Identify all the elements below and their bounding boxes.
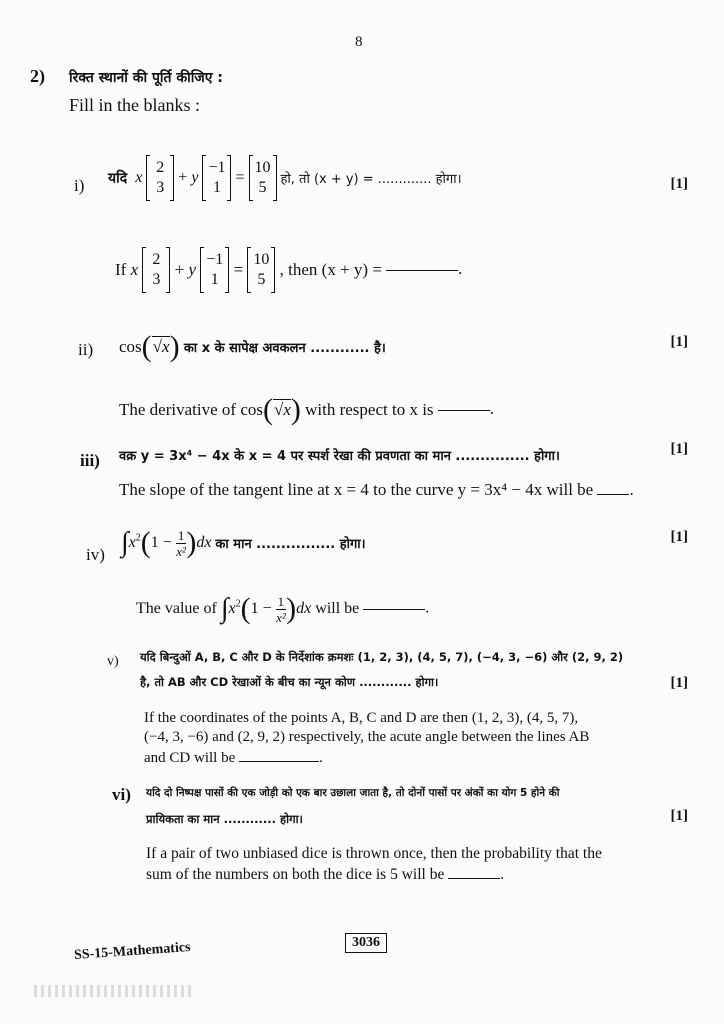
item-i-hindi: यदि x 2 3 + y −1 1 = 10 5 हो, तो (x + y) = ............. होगा। <box>108 156 462 200</box>
item-v-blank <box>239 760 319 762</box>
item-i-english-prefix: If <box>115 260 127 279</box>
item-v-english-line1: If the coordinates of the points A, B, C and D are then (1, 2, 3), (4, 5, 7), <box>144 710 579 726</box>
item-iii-label: iii) <box>80 451 100 470</box>
item-iv-mark: [1] <box>670 529 688 545</box>
question-title-english: Fill in the blanks : <box>69 95 201 115</box>
item-ii-hindi: cos(√x) का x के सापेक्ष अवकलन ............ है। <box>119 330 386 363</box>
item-iii-english: The slope of the tangent line at x = 4 to the curve y = 3x⁴ − 4x will be . <box>119 480 634 499</box>
item-v-english-line3: and CD will be . <box>144 750 323 766</box>
question-number: 2) <box>30 66 45 86</box>
item-vi-hindi-line2: प्रायिकता का मान ............ होगा। <box>146 812 303 826</box>
item-vi-english-line2: sum of the numbers on both the dice is 5 will be . <box>146 866 505 883</box>
item-i-blank <box>386 269 458 271</box>
item-iv-blank <box>363 608 425 610</box>
item-vi-english-line1: If a pair of two unbiased dice is thrown once, then the probability that the <box>146 845 602 862</box>
item-vi-mark: [1] <box>670 808 688 824</box>
item-i-mark: [1] <box>670 176 688 192</box>
vector-b-en: −1 1 <box>200 248 229 292</box>
item-v-hindi-line1: यदि बिन्दुओं A, B, C और D के निर्देशांक क्रमशः (1, 2, 3), (4, 5, 7), (−4, 3, −6) और (2, 9, 2) <box>140 650 624 664</box>
item-i-english-suffix: , then (x + y) = <box>279 260 382 279</box>
item-i-label: i) <box>74 176 85 195</box>
item-iv-hindi: $\int x^2(1$ − $\frac{1}{\text{x²}}$ )dx का मान ................ होगा। <box>121 526 366 559</box>
item-ii-english: The derivative of cos(√x) with respect to x is . <box>119 393 495 426</box>
vector-a-en: 2 3 <box>142 248 170 292</box>
item-ii-blank <box>438 409 490 411</box>
item-v-mark: [1] <box>670 675 688 691</box>
vector-b: −1 1 <box>202 156 231 200</box>
item-i-hindi-suffix: हो, तो (x + y) = ............. होगा। <box>280 172 462 187</box>
item-ii-mark: [1] <box>670 334 688 350</box>
item-iii-blank <box>597 493 629 495</box>
item-iv-english-suffix: will be <box>315 600 360 617</box>
item-ii-hindi-text: का x के सापेक्ष अवकलन ............ है। <box>183 341 386 356</box>
item-iv-label: iv) <box>86 545 105 564</box>
footer-page-code: 3036 <box>345 933 387 953</box>
item-i-hindi-prefix: यदि <box>108 170 128 187</box>
item-v-hindi-line2: है, तो AB और CD रेखाओं के बीच का न्यून कोण ............ होगा। <box>140 675 439 689</box>
item-i-english: If x 2 3 + y −1 1 = 10 5 , then (x + y) = . <box>115 248 462 292</box>
item-iv-hindi-text: का मान ................ होगा। <box>215 537 366 552</box>
page-number: 8 <box>355 34 363 50</box>
item-ii-label: ii) <box>78 340 94 359</box>
item-v-label: v) <box>107 654 119 669</box>
footer-subject-code: SS-15-Mathematics <box>73 939 192 964</box>
footer-smudge <box>34 985 194 997</box>
item-ii-english-suffix: with respect to x is <box>305 400 434 419</box>
item-vi-hindi-line1: यदि दो निष्पक्ष पासों की एक जोड़ी को एक बार उछाला जाता है, तो दोनों पासों पर अंकों का योग 5 होने की <box>146 787 560 799</box>
item-v-english-line2: (−4, 3, −6) and (2, 9, 2) respectively, the acute angle between the lines AB <box>144 729 590 745</box>
item-v-english-line3-text: and CD will be <box>144 750 236 766</box>
item-ii-english-prefix: The derivative of <box>119 400 237 419</box>
item-iii-hindi: वक्र y = 3x⁴ − 4x के x = 4 पर स्पर्श रेखा की प्रवणता का मान ............... होगा। <box>119 449 560 464</box>
item-iv-english: The value of $\int x^2(1$ − $\frac{1}{\text{x²}}$ )dx will be . <box>136 592 430 625</box>
item-vi-english-line2-text: sum of the numbers on both the dice is 5 will be <box>146 866 445 883</box>
vector-c: 10 5 <box>249 156 277 200</box>
item-vi-label: vi) <box>112 785 131 804</box>
vector-a: 2 3 <box>146 156 174 200</box>
question-title-hindi: रिक्त स्थानों की पूर्ति कीजिए : <box>69 70 224 86</box>
vector-c-en: 10 5 <box>247 248 275 292</box>
item-iii-english-text: The slope of the tangent line at x = 4 to the curve y = 3x⁴ − 4x will be <box>119 480 594 499</box>
item-vi-blank <box>448 877 500 879</box>
item-iv-english-prefix: The value of <box>136 600 217 617</box>
item-iii-mark: [1] <box>670 441 688 457</box>
